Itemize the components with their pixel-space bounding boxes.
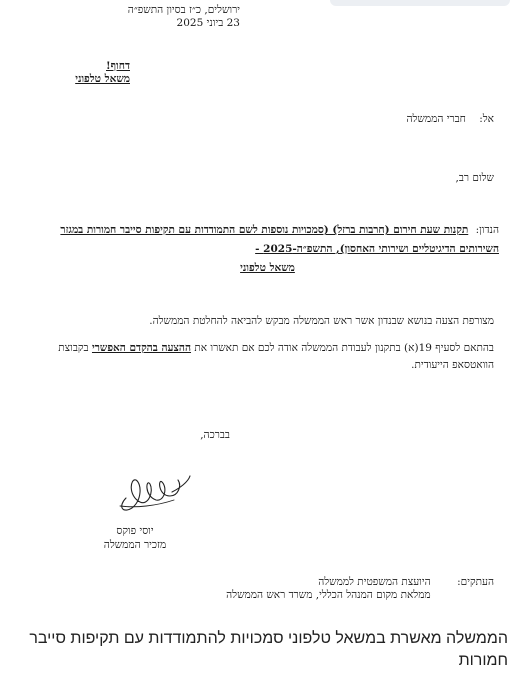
subject-label: הנדון: bbox=[475, 224, 499, 236]
recipients bbox=[406, 113, 494, 125]
signer bbox=[80, 524, 190, 552]
copies bbox=[31, 576, 494, 602]
to-value: חברי הממשלה bbox=[406, 113, 466, 125]
image-caption: הממשלה מאשרת במשאל טלפוני סמכויות להתמודדות עם תקיפות סייבר חמורות bbox=[29, 630, 508, 669]
subject-poll-label: משאל טלפוני bbox=[240, 262, 295, 274]
signature-image bbox=[112, 466, 194, 516]
subject-text: תקנות שעת חירום (חרבות ברזל) (סמכויות נוספות לשם התמודדות עם תקיפות סייבר חמורות במגזר השירותים הדיגיטליים ושירותי האחסון), התשפ״ה-2025 - bbox=[60, 224, 499, 255]
date-gregorian: 23 ביוני 2025 bbox=[176, 17, 240, 29]
copies-item: היועצת המשפטית לממשלה bbox=[318, 576, 431, 588]
paragraph-proposal: מצורפת הצעה בנושא שבנדון אשר ראש הממשלה מבקש להביאה להחלטת הממשלה. bbox=[149, 315, 494, 327]
paragraph-request-end: בקבוצת הוואטסאפ הייעודית. bbox=[58, 342, 494, 371]
to-label: אל: bbox=[479, 113, 494, 125]
date-hebrew: ירושלים, כ״ז בסיון התשפ״ה bbox=[127, 4, 240, 16]
closing: בברכה, bbox=[200, 429, 230, 441]
top-bar bbox=[330, 0, 510, 6]
urgent-notice bbox=[40, 60, 130, 86]
paragraph-request-start: בהתאם לסעיף 19(א) בתקנון לעבודת הממשלה אודה לכם אם תאשרו את bbox=[194, 342, 494, 354]
greeting: שלום רב, bbox=[455, 172, 494, 184]
urgent-sub-label: משאל טלפוני bbox=[75, 73, 130, 85]
signer-title: מזכיר הממשלה bbox=[103, 539, 167, 551]
signer-name: יוסי פוקס bbox=[116, 525, 154, 537]
copies-label: העתקים: bbox=[457, 576, 494, 588]
urgent-label: דחוף! bbox=[106, 60, 130, 72]
paragraph-request bbox=[31, 340, 494, 374]
subject bbox=[36, 221, 499, 278]
letter-date bbox=[40, 4, 240, 30]
copies-list bbox=[226, 576, 431, 602]
copies-item: ממלאת מקום המנהל הכללי, משרד ראש הממשלה bbox=[226, 589, 431, 601]
paragraph-request-emphasis: ההצעה בהקדם האפשרי bbox=[91, 342, 192, 354]
